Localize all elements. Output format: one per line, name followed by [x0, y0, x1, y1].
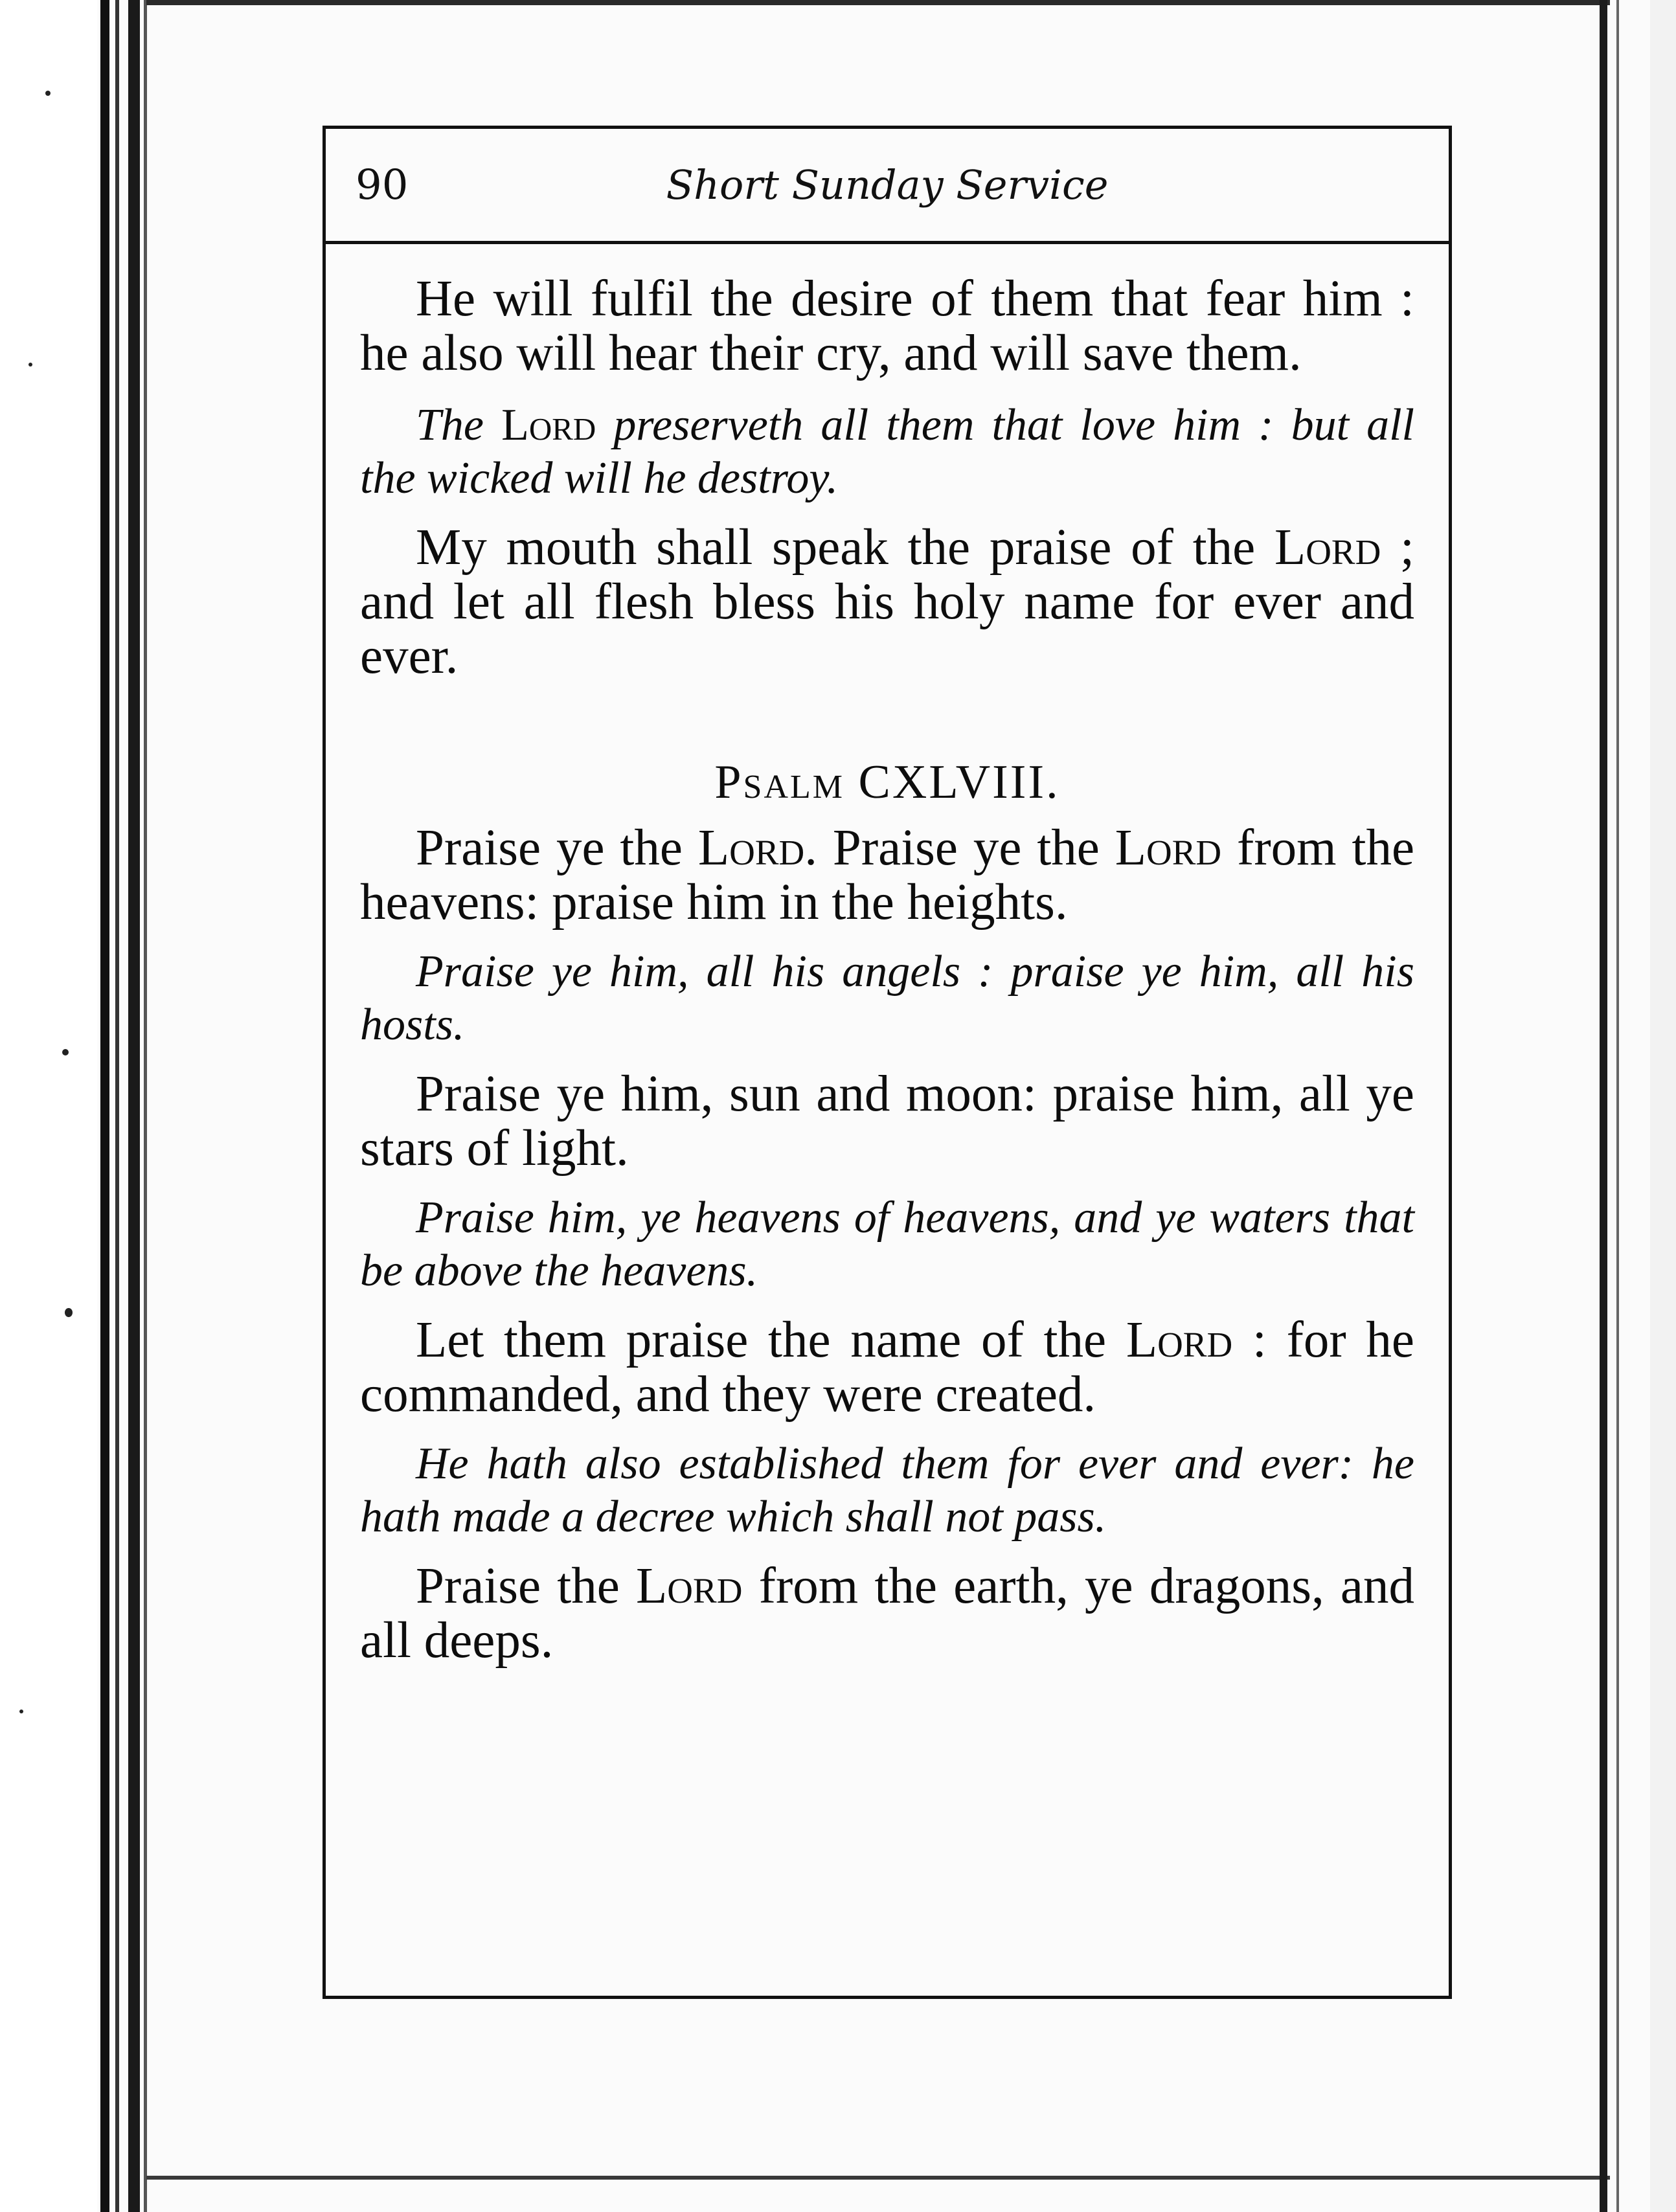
verse: Praise ye him, all his angels : praise ye him, all his hosts.	[360, 947, 1414, 1050]
psalm-heading: Psalm CXLVIII.	[714, 756, 1060, 809]
page-header	[326, 129, 1449, 244]
verse: My mouth shall speak the praise of the Lord ; and let all flesh bless his holy name for ever and ever.	[360, 519, 1414, 684]
verse: Praise ye him, sun and moon: praise him, all ye stars of light.	[360, 1066, 1414, 1177]
running-head: Short Sunday Service	[666, 161, 1109, 209]
page-right-edge	[1616, 0, 1619, 2212]
divine-name: Lord	[501, 400, 596, 450]
divine-name: Lord	[636, 1558, 743, 1614]
binding-edge	[100, 0, 109, 2212]
divine-name: Lord	[1115, 820, 1222, 876]
verse: Let them praise the name of the Lord : for he commanded, and they were created.	[360, 1312, 1414, 1423]
body-text	[360, 272, 1414, 1668]
page-right-edge	[1600, 0, 1607, 2212]
scan-speck	[28, 363, 32, 367]
verse: He hath also established them for ever and ever: he hath made a decree which shall not pass.	[360, 1439, 1414, 1542]
verse: He will fulfil the desire of them that fear him : he also will hear their cry, and will save them.	[360, 271, 1414, 381]
scan-speck	[45, 91, 51, 96]
scan-speck	[65, 1308, 73, 1317]
page-margin-left	[0, 0, 97, 2212]
verse: Praise the Lord from the earth, ye dragons, and all deeps.	[360, 1558, 1414, 1669]
verse: The Lord preserveth all them that love him : but all the wicked will he destroy.	[360, 400, 1414, 503]
page-top-edge	[146, 0, 1610, 5]
divine-name: Lord	[697, 820, 805, 876]
verse: Praise him, ye heavens of heavens, and ye waters that be above the heavens.	[360, 1193, 1414, 1296]
binding-edge	[128, 0, 140, 2212]
page-number: 90	[356, 161, 409, 209]
verse: Praise ye the Lord. Praise ye the Lord from the heavens: praise him in the heights.	[360, 820, 1415, 931]
page-bottom-edge	[146, 2176, 1610, 2180]
binding-edge	[144, 0, 147, 2212]
next-leaf	[1650, 0, 1676, 2212]
scan-speck	[19, 1710, 23, 1713]
scan-speck	[62, 1049, 69, 1055]
divine-name: Lord	[1274, 519, 1381, 576]
binding-edge	[115, 0, 119, 2212]
divine-name: Lord	[1126, 1312, 1233, 1368]
